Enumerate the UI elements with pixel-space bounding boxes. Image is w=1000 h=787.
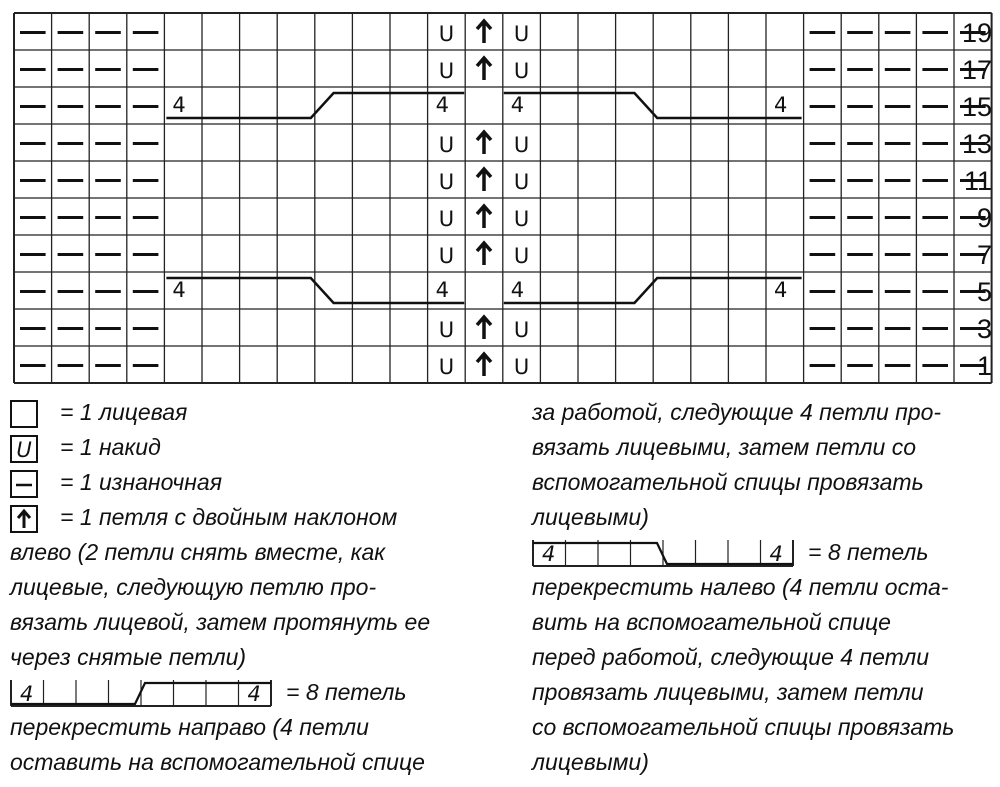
- cable-icon-count: 4: [542, 541, 556, 566]
- double-decrease-left-arrow-icon: [477, 169, 491, 191]
- double-decrease-left-arrow-icon: [477, 206, 491, 228]
- legend-purl: [10, 465, 430, 500]
- double-decrease-left-arrow-icon: [10, 505, 38, 533]
- row-number: 1: [976, 351, 992, 381]
- cable-right-symbol-icon: [10, 679, 272, 709]
- legend-cable-left-line5: провязать лицевыми, затем петли: [532, 679, 924, 705]
- legend-yarn-over: [10, 430, 430, 465]
- yarn-over-symbol-icon: [10, 435, 38, 463]
- legend-cable-right-line2: перекрестить направо (4 петли: [10, 714, 369, 740]
- yarn-over-symbol: U: [513, 22, 530, 46]
- legend-cable-right-line4: за работой, следующие 4 петли про-: [532, 399, 942, 425]
- cable-count-label: 4: [510, 278, 525, 302]
- yarn-over-symbol: U: [438, 355, 455, 379]
- cable-count-label: 4: [435, 93, 449, 117]
- legend-cable-left-line4: перед работой, следующие 4 петли: [532, 644, 930, 670]
- double-decrease-left-arrow-icon: [477, 317, 491, 339]
- cable-icon-count: 4: [247, 681, 261, 706]
- legend-decrease-line5: через снятые петли): [10, 644, 247, 670]
- yarn-over-symbol: U: [513, 133, 530, 157]
- legend-cable-left-line6: со вспомогательной спицы провязать: [532, 714, 955, 740]
- yarn-over-symbol: U: [438, 22, 455, 46]
- legend-cable-right-label: = 8 петель: [286, 679, 407, 705]
- row-number: 13: [961, 129, 992, 159]
- cable-count-label: 4: [510, 93, 525, 117]
- yarn-over-symbol: U: [513, 318, 530, 342]
- cable-count-label: 4: [435, 278, 449, 302]
- knitting-chart: [0, 0, 1000, 392]
- row-number: 11: [963, 166, 992, 196]
- purl-symbol-icon: [10, 470, 38, 498]
- yarn-over-symbol: U: [438, 318, 455, 342]
- row-number: 19: [961, 18, 992, 48]
- legend-cable-left: [532, 535, 954, 570]
- row-numbers: [962, 18, 992, 381]
- row-number: 3: [976, 314, 992, 344]
- yarn-over-symbol: U: [438, 59, 455, 83]
- legend-purl-text: = 1 изнаночная: [60, 469, 222, 495]
- double-decrease-left-arrow-icon: [477, 21, 491, 43]
- row-number: 15: [961, 92, 992, 122]
- yarn-over-symbol: U: [438, 207, 455, 231]
- yarn-over-symbol: U: [513, 244, 530, 268]
- cable-icon-count: 4: [769, 541, 783, 566]
- chart-grid: [14, 13, 992, 383]
- legend-cable-left-line7: лицевыми): [532, 749, 649, 775]
- legend-left: [10, 395, 430, 780]
- legend-cable-right-line3: оставить на вспомогательной спице: [10, 749, 425, 775]
- yarn-over-symbol: U: [438, 170, 455, 194]
- legend-cable-right-line6: вспомогательной спицы провязать: [532, 469, 924, 495]
- yarn-over-symbol-text: U: [16, 437, 32, 462]
- yarn-over-symbol: U: [513, 355, 530, 379]
- cable-icon-count: 4: [20, 681, 34, 706]
- legend-decrease-line4: вязать лицевой, затем протянуть ее: [10, 609, 431, 635]
- cable-count-label: 4: [172, 93, 186, 117]
- yarn-over-symbol: U: [438, 133, 455, 157]
- cable-count-label: 4: [172, 278, 186, 302]
- legend-cable-left-line2: перекрестить налево (4 петли оста-: [532, 574, 949, 600]
- double-decrease-left-arrow-icon: [477, 132, 491, 154]
- yarn-over-symbol: U: [438, 244, 455, 268]
- legend-decrease-line1: = 1 петля с двойным наклоном: [60, 504, 398, 530]
- legend-knit: [10, 395, 430, 430]
- cable-left-symbol-icon: [532, 539, 794, 569]
- legend-cable-right-line5: вязать лицевыми, затем петли со: [532, 434, 916, 460]
- yarn-over-symbol: U: [513, 207, 530, 231]
- legend-cable-left-label: = 8 петель: [808, 539, 929, 565]
- knit-symbol-icon: [10, 400, 38, 428]
- cable-count-label: 4: [774, 278, 788, 302]
- legend-yarn-over-text: = 1 накид: [60, 434, 161, 460]
- double-decrease-left-arrow-icon: [477, 58, 491, 80]
- row-number: 9: [976, 203, 992, 233]
- legend-cable-left-line3: вить на вспомогательной спице: [532, 609, 891, 635]
- yarn-over-symbol: U: [513, 59, 530, 83]
- legend-knit-text: = 1 лицевая: [60, 399, 188, 425]
- legend-decrease-line2: влево (2 петли снять вместе, как: [10, 539, 386, 565]
- cable-count-label: 4: [774, 93, 788, 117]
- legend-decrease-line3: лицевые, следующую петлю про-: [10, 574, 377, 600]
- legend-cable-right: [10, 675, 430, 710]
- double-decrease-left-arrow-icon: [477, 243, 491, 265]
- row-number: 5: [976, 277, 992, 307]
- legend-cable-right-line7: лицевыми): [532, 504, 649, 530]
- row-number: 17: [961, 55, 992, 85]
- legend-decrease: [10, 500, 430, 535]
- double-decrease-left-arrow-icon: [477, 354, 491, 376]
- row-number: 7: [976, 240, 992, 270]
- yarn-over-symbol: U: [513, 170, 530, 194]
- legend-right: [532, 395, 954, 780]
